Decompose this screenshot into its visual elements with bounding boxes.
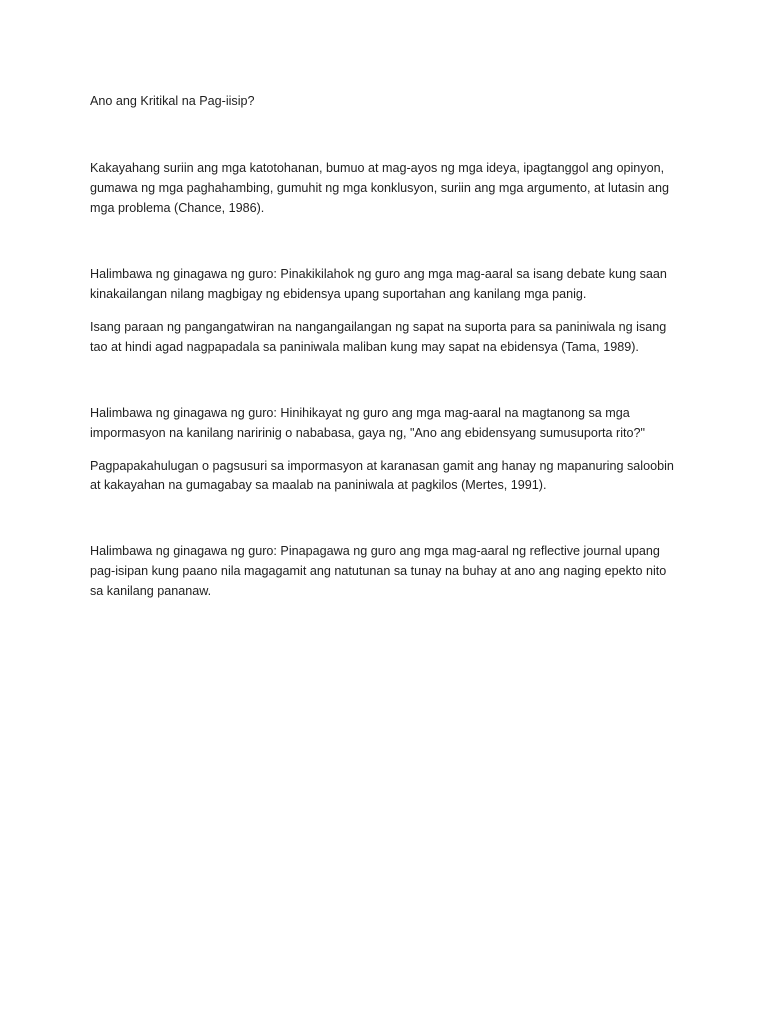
paragraph-line: Isang paraan ng pangangatwiran na nangangailangan ng sapat na suporta para sa paniniwala ng isang (90, 320, 667, 334)
paragraph-line: Halimbawa ng ginagawa ng guro: Pinapagawa ng guro ang mga mag-aaral ng reflective journal upang (90, 544, 660, 558)
paragraph-line: pag-isipan kung paano nila magagamit ang natutunan sa tunay na buhay at ano ang naging epekto nito (90, 564, 667, 578)
paragraph-line: gumawa ng mga paghahambing, gumuhit ng mga konklusyon, suriin ang mga argumento, at lutasin ang (90, 181, 669, 195)
paragraph-line: mga problema (Chance, 1986). (90, 201, 265, 215)
paragraph-line: tao at hindi agad nagpapadala sa paniniwala maliban kung may sapat na ebidensya (Tama, 1989). (90, 340, 639, 354)
document-title: Ano ang Kritikal na Pag-iisip? (90, 94, 255, 108)
paragraph-line: Halimbawa ng ginagawa ng guro: Hinihikayat ng guro ang mga mag-aaral na magtanong sa mga (90, 406, 630, 420)
paragraph-line: impormasyon na kanilang naririnig o nababasa, gaya ng, "Ano ang ebidensyang sumusuporta rito?" (90, 426, 646, 440)
paragraph-line: Kakayahang suriin ang mga katotohanan, bumuo at mag-ayos ng mga ideya, ipagtanggol ang opinyon, (90, 161, 665, 175)
paragraph-line: sa kanilang pananaw. (90, 584, 212, 598)
paragraph-line: at kakayahan na gumagabay sa maalab na paniniwala at pagkilos (Mertes, 1991). (90, 478, 547, 492)
paragraph-line: Halimbawa ng ginagawa ng guro: Pinakikilahok ng guro ang mga mag-aaral sa isang debate kung saan (90, 267, 667, 281)
paragraph-line: Pagpapakahulugan o pagsusuri sa impormasyon at karanasan gamit ang hanay ng mapanuring saloobin (90, 459, 674, 473)
paragraph-line: kinakailangan nilang magbigay ng ebidensya upang suportahan ang kanilang mga panig. (90, 287, 587, 301)
